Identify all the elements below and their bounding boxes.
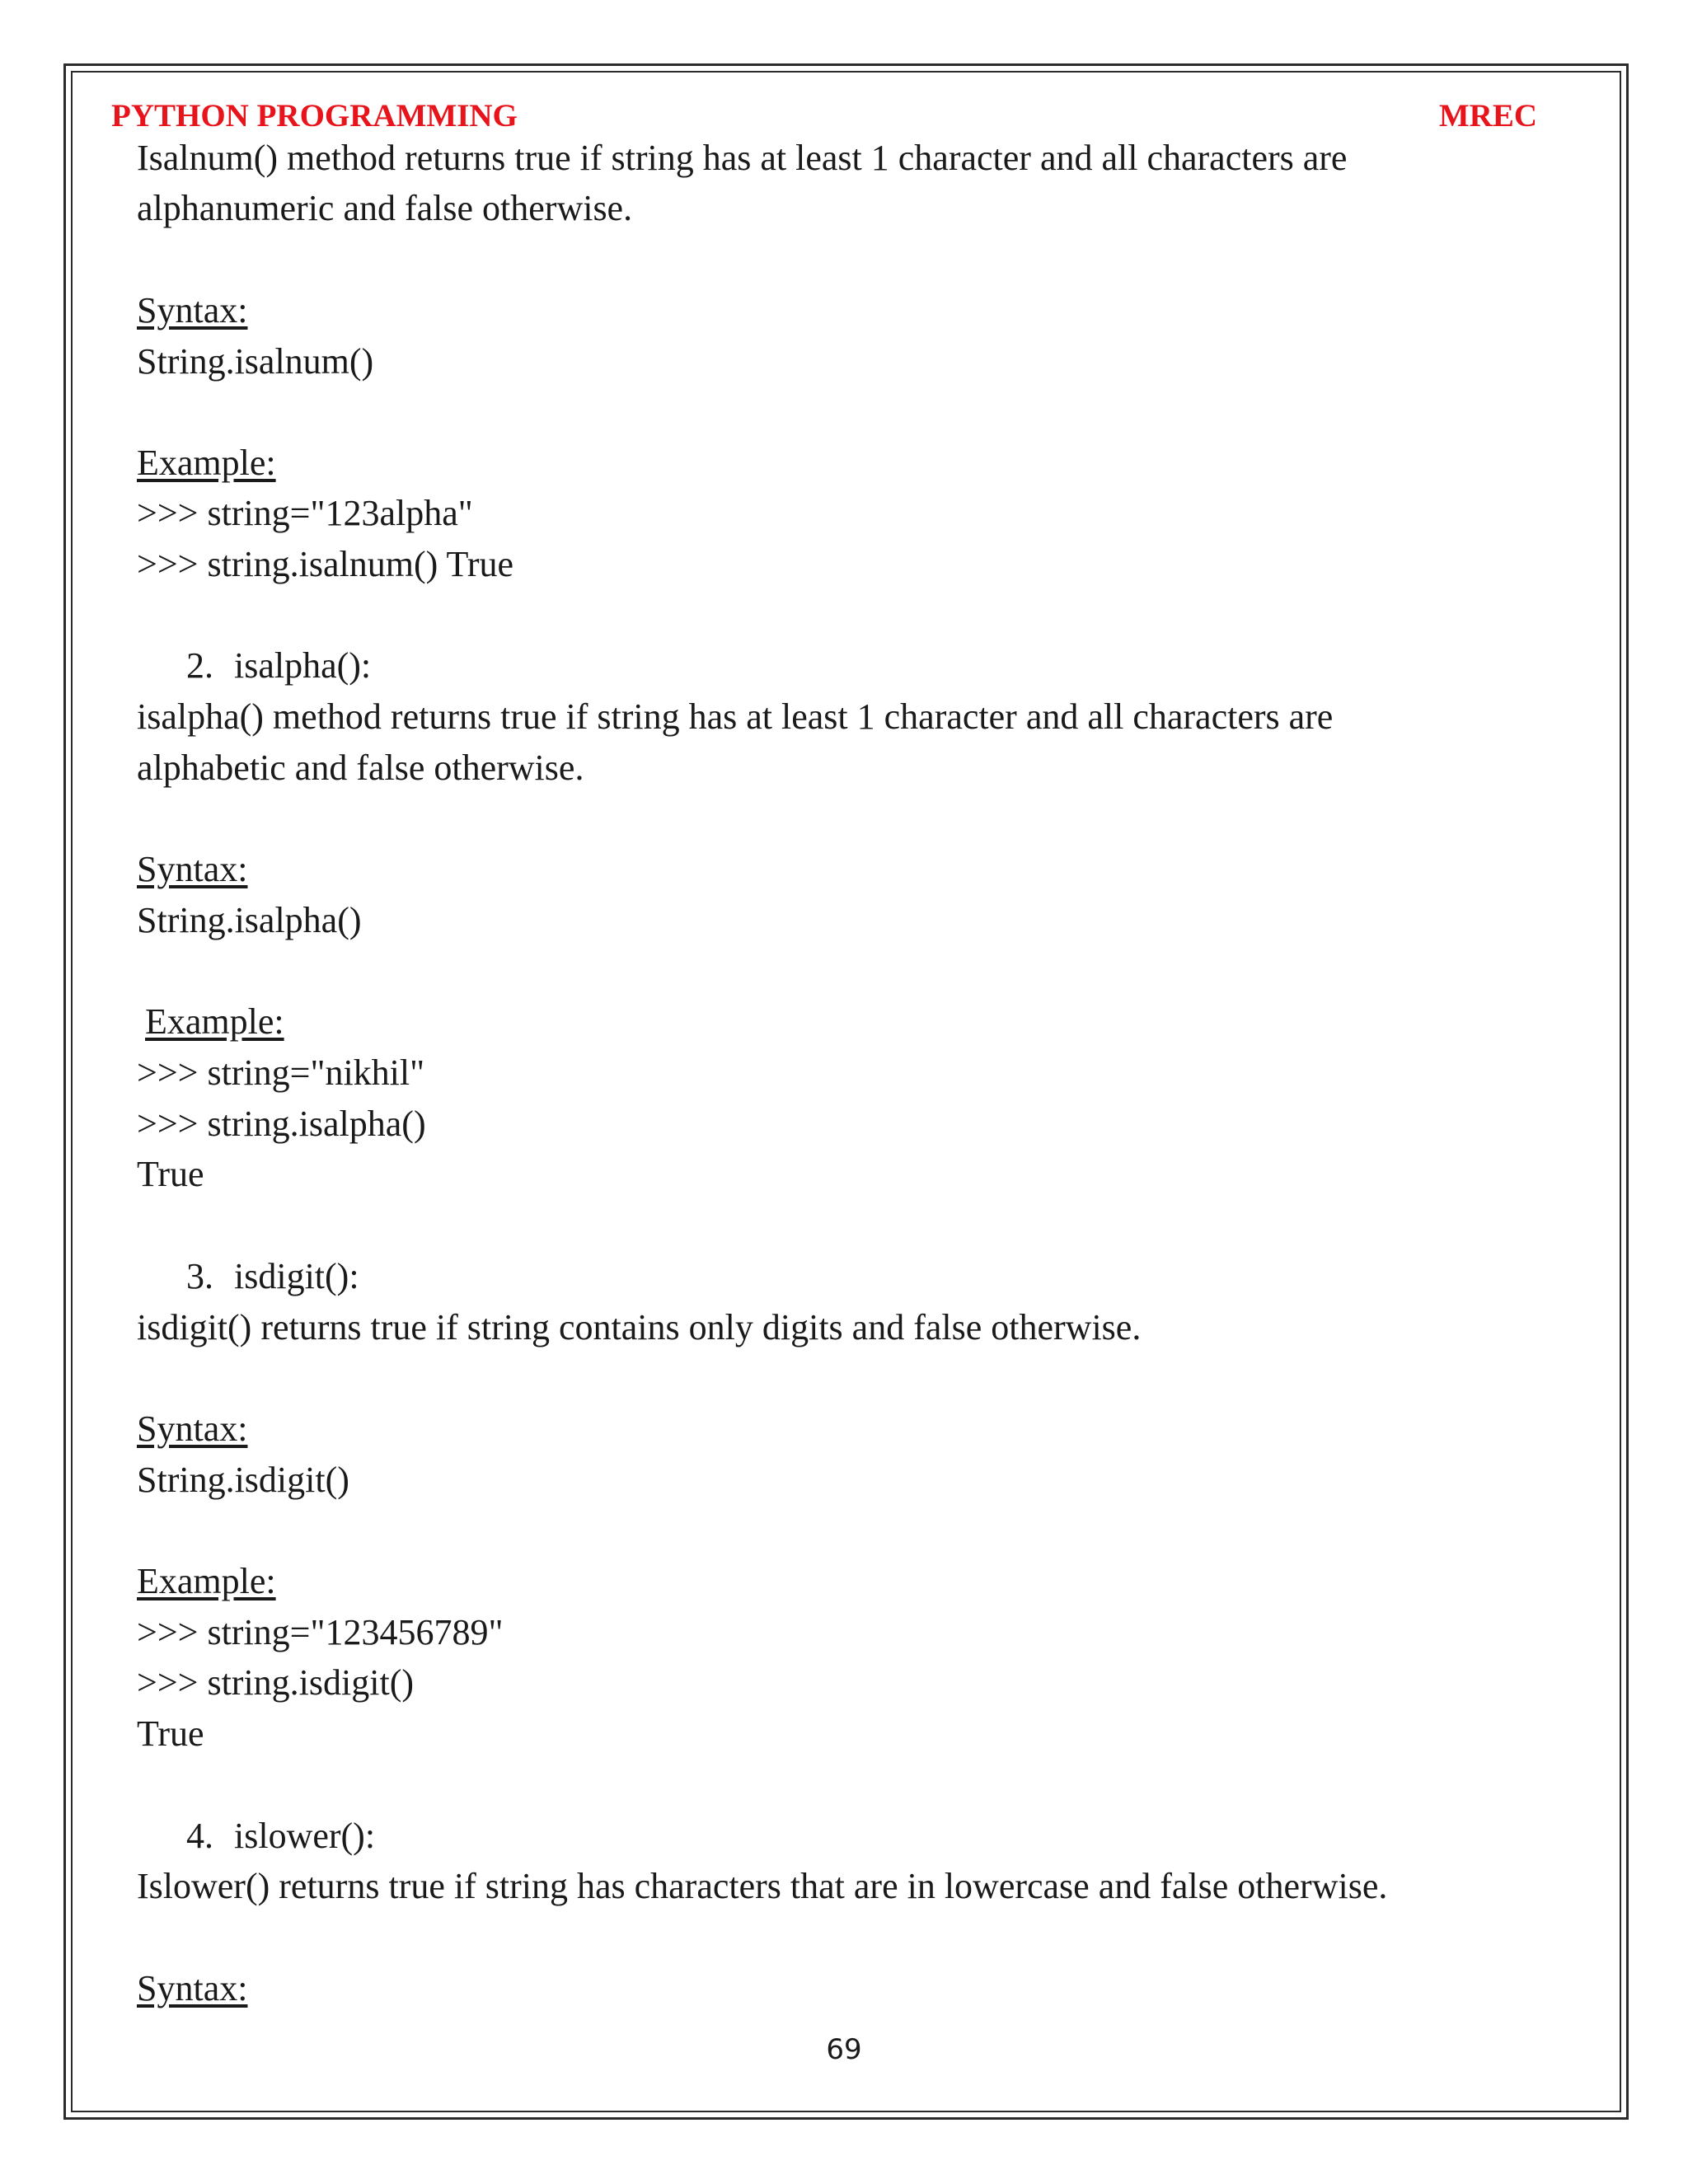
isalpha-number: 2.: [186, 645, 213, 686]
isdigit-heading: [186, 1256, 359, 1298]
islower-syntax-label: Syntax:: [137, 1968, 248, 2008]
page-number: 69: [826, 2033, 862, 2066]
isalpha-syntax: String.isalpha(): [137, 900, 362, 940]
isdigit-title: isdigit():: [234, 1256, 359, 1296]
isalpha-description-line1: isalpha() method returns true if string has at least 1 character and all characters are: [137, 696, 1334, 737]
isalpha-example-line: True: [137, 1154, 204, 1194]
isalnum-description-line2: alphanumeric and false otherwise.: [137, 188, 633, 228]
header-institution: MREC: [1438, 98, 1537, 134]
isdigit-example-line: True: [137, 1713, 204, 1754]
isalnum-syntax-label: Syntax:: [137, 290, 248, 330]
isdigit-number: 3.: [186, 1256, 213, 1296]
islower-heading: [186, 1816, 375, 1858]
isalpha-example-line: >>> string.isalpha(): [137, 1104, 426, 1144]
islower-title: islower():: [234, 1816, 376, 1856]
isdigit-syntax: String.isdigit(): [137, 1460, 349, 1500]
isalnum-example-line: >>> string="123alpha": [137, 493, 473, 533]
isdigit-example-line: >>> string.isdigit(): [137, 1662, 414, 1703]
header-course-title: PYTHON PROGRAMMING: [111, 98, 518, 134]
isalnum-syntax: String.isalnum(): [137, 341, 374, 382]
isdigit-example-line: >>> string="123456789": [137, 1612, 504, 1652]
isalpha-example-label: Example:: [145, 1001, 284, 1042]
isalpha-description-line2: alphabetic and false otherwise.: [137, 748, 584, 788]
isalnum-description-line1: Isalnum() method returns true if string has at least 1 character and all characters are: [137, 138, 1348, 178]
isalnum-example-line: >>> string.isalnum() True: [137, 544, 514, 584]
islower-description-line1: Islower() returns true if string has characters that are in lowercase and false otherwise.: [137, 1866, 1388, 1906]
isdigit-syntax-label: Syntax:: [137, 1408, 248, 1449]
isdigit-example-label: Example:: [137, 1561, 276, 1601]
islower-number: 4.: [186, 1816, 213, 1856]
isalpha-title: isalpha():: [234, 645, 372, 686]
isalnum-example-label: Example:: [137, 443, 276, 483]
isalpha-heading: [186, 645, 371, 687]
isalpha-syntax-label: Syntax:: [137, 849, 248, 889]
isalpha-example-line: >>> string="nikhil": [137, 1052, 425, 1093]
page-header: [111, 97, 1537, 143]
isdigit-description-line1: isdigit() returns true if string contains only digits and false otherwise.: [137, 1307, 1142, 1347]
